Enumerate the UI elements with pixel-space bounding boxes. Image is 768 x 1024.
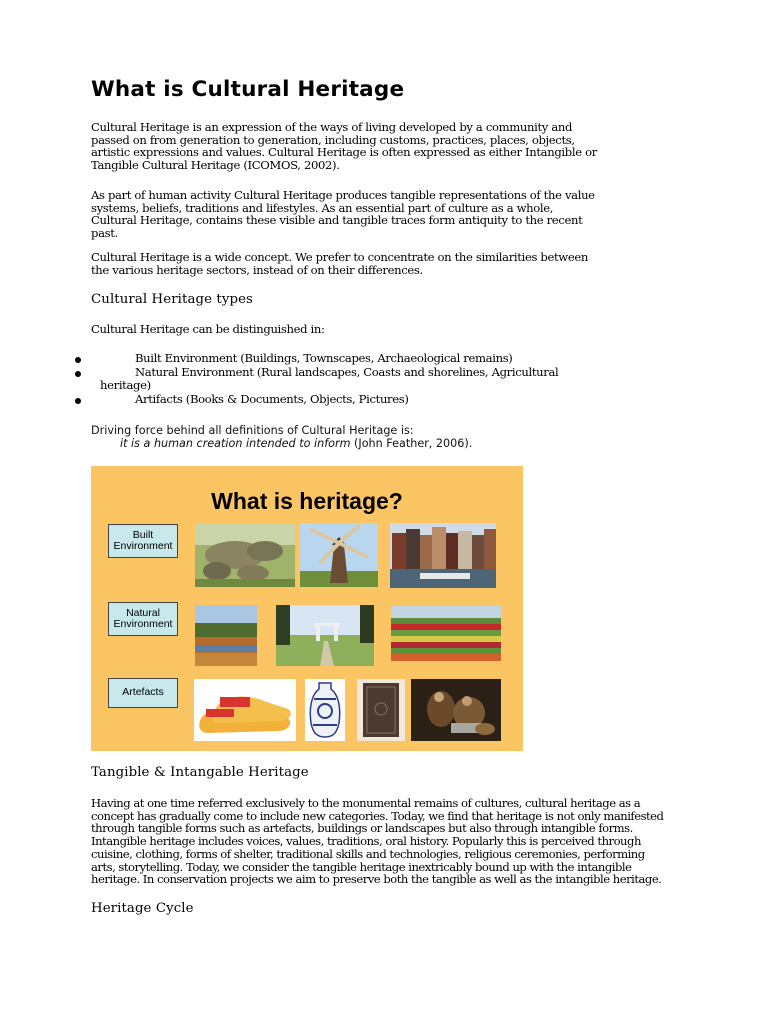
text-line: cuisine, clothing, forms of shelter, traditional skills and technologies, religious ceremonies, performing [91,846,645,861]
text-line: Cultural Heritage, contains these visible and tangible traces form antiquity to the recent [91,213,583,228]
label-artefacts: Artefacts [108,678,178,708]
quote-italic: it is a human creation intended to inform [120,437,351,450]
text-line: systems, beliefs, traditions and lifestyles. As an essential part of culture as a whole, [91,200,554,215]
text-line: through tangible forms such as artefacts, buildings or landscapes but also through intangible forms. [91,821,633,836]
delftware-vase-photo [305,679,345,741]
bullet-icon [75,357,81,363]
text-line: concept has gradually come to include new categories. Today, we find that heritage is not only manifested [91,808,664,823]
text-line: heritage. In conservation projects we aim to preserve both the tangible as well as the intangible heritage. [91,872,662,887]
leather-book-photo [357,679,405,741]
label-natural-environment: Natural Environment [108,602,178,636]
text-line: arts, storytelling. Today, we consider the tangible heritage inextricably bound up with the intangible [91,859,632,874]
bullet-artifacts: Artifacts (Books & Documents, Objects, Pictures) [135,392,409,406]
wooden-clogs-photo [194,679,296,741]
windmill-photo [300,523,378,587]
tangible-heading: Tangible & Intangable Heritage [91,765,309,780]
text-line: Having at one time referred exclusively to the monumental remains of cultures, cultural heritage as a [91,796,641,810]
tulip-fields-photo [391,606,501,661]
intro-paragraph-2 [91,189,691,239]
page-title: What is Cultural Heritage [91,77,405,102]
driving-force-text: Driving force behind all definitions of Cultural Heritage is: [91,424,414,437]
text-line: Cultural Heritage is an expression of the ways of living developed by a community and [91,120,573,134]
text-line: As part of human activity Cultural Heritage produces tangible representations of the value [91,188,595,202]
types-intro: Cultural Heritage can be distinguished in: [91,322,325,336]
figure-title: What is heritage? [211,488,403,514]
quote-citation: (John Feather, 2006). [350,437,473,450]
bullet-icon [75,371,81,377]
text-line: Tangible Cultural Heritage (ICOMOS, 2002). [91,157,340,172]
text-line: passed on from generation to generation, including customs, practices, places, objects, [91,132,575,147]
tangible-paragraph [91,797,711,886]
heathland-photo [195,605,257,666]
heritage-cycle-heading: Heritage Cycle [91,901,194,916]
label-built-environment: Built Environment [108,524,178,558]
bullet-natural-environment-continued: heritage) [100,378,151,392]
types-heading: Cultural Heritage types [91,292,253,307]
intro-paragraph-1 [91,121,691,171]
heritage-figure [91,466,523,751]
text-line: the various heritage sectors, instead of on their differences. [91,262,423,277]
bullet-icon [75,398,81,404]
bullet-built-environment: Built Environment (Buildings, Townscapes, Archaeological remains) [135,351,513,365]
text-line: Cultural Heritage is a wide concept. We prefer to concentrate on the similarities between [91,250,588,264]
intro-paragraph-3 [91,251,691,276]
bullet-natural-environment: Natural Environment (Rural landscapes, Coasts and shorelines, Agricultural [135,365,559,379]
feather-quote [120,437,472,450]
text-line: Intangible heritage includes voices, values, traditions, oral history. Popularly this is perceived through [91,834,641,849]
dolmen-photo [195,523,295,587]
drawbridge-landscape-photo [276,605,374,666]
canal-houses-photo [390,523,496,588]
text-line: past. [91,225,118,240]
text-line: artistic expressions and values. Cultural Heritage is often expressed as either Intangible or [91,145,597,160]
old-painting-photo [411,679,501,741]
